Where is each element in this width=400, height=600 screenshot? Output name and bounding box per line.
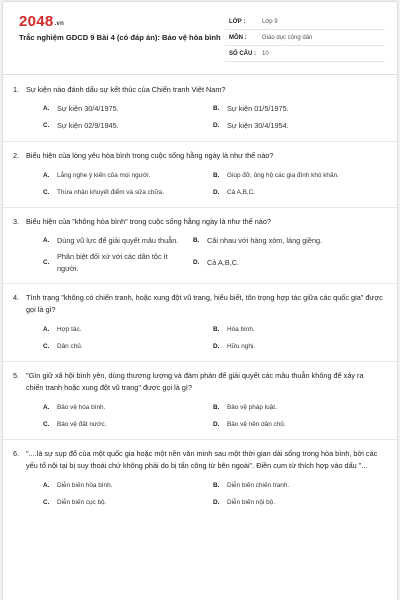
question-text: Tình trạng "không có chiến tranh, hoặc xung đột vũ trang, hiểu biết, tôn trọng hợp tác giữa các quốc gia" được gọi là gì? bbox=[26, 293, 383, 314]
meta-value: Lớp 9 bbox=[262, 18, 278, 25]
option-letter: C. bbox=[43, 122, 50, 129]
option-b[interactable] bbox=[213, 478, 383, 492]
option-letter: A. bbox=[43, 325, 50, 333]
page-title: Trắc nghiệm GDCD 9 Bài 4 (có đáp án): Bảo vệ hòa bình bbox=[19, 33, 221, 42]
option-d[interactable] bbox=[213, 495, 383, 509]
option-a[interactable] bbox=[43, 102, 213, 116]
option-d[interactable] bbox=[213, 185, 383, 199]
option-a[interactable] bbox=[43, 322, 213, 336]
option-text: Sự kiện 30/4/1975. bbox=[57, 104, 119, 113]
logo-sub: .vn bbox=[54, 21, 65, 27]
question-list bbox=[3, 76, 397, 517]
question-4 bbox=[3, 284, 397, 362]
option-letter: A. bbox=[43, 171, 50, 179]
option-b[interactable] bbox=[193, 234, 383, 248]
option-letter: A. bbox=[43, 481, 50, 489]
question-5 bbox=[3, 362, 397, 440]
option-a[interactable] bbox=[43, 168, 213, 182]
question-number: 6. bbox=[13, 449, 20, 458]
option-text: Thừa nhận khuyết điểm và sửa chữa. bbox=[57, 188, 164, 196]
question-text: Biểu hiện của "không hòa bình" trong cuộc sống hằng ngày là như thế nào? bbox=[26, 217, 271, 226]
option-text: Sự kiện 30/4/1954. bbox=[227, 121, 289, 130]
option-text: Hữu nghị. bbox=[227, 342, 256, 350]
question-number: 2. bbox=[13, 151, 20, 160]
option-text: Dùng vũ lực để giải quyết mâu thuẫn. bbox=[57, 236, 179, 245]
option-text: Sự kiện 01/5/1975. bbox=[227, 104, 289, 113]
question-1 bbox=[3, 76, 397, 142]
option-text: Hòa bình. bbox=[227, 325, 255, 333]
option-letter: B. bbox=[213, 325, 220, 333]
meta-label: LỚP : bbox=[229, 18, 246, 25]
site-logo[interactable] bbox=[19, 13, 64, 30]
option-c[interactable] bbox=[43, 251, 193, 275]
option-a[interactable] bbox=[43, 400, 213, 414]
option-text: Sự kiện 02/9/1945. bbox=[57, 121, 119, 130]
option-d[interactable] bbox=[213, 339, 383, 353]
option-text: Phân biệt đối xử với các dân tộc ít người. bbox=[57, 252, 168, 273]
option-b[interactable] bbox=[213, 102, 383, 116]
option-letter: B. bbox=[213, 105, 220, 112]
meta-label: MÔN : bbox=[229, 34, 247, 41]
option-text: Cãi nhau với hàng xóm, láng giềng. bbox=[207, 236, 323, 245]
header bbox=[3, 2, 397, 76]
option-a[interactable] bbox=[43, 234, 193, 248]
header-divider bbox=[3, 74, 397, 75]
option-c[interactable] bbox=[43, 185, 213, 199]
option-c[interactable] bbox=[43, 119, 213, 133]
option-text: Bảo vệ pháp luật. bbox=[227, 403, 277, 411]
option-letter: A. bbox=[43, 403, 50, 411]
option-letter: C. bbox=[43, 259, 50, 266]
option-text: Bảo vệ hòa bình. bbox=[57, 403, 106, 411]
question-text: Biểu hiện của lòng yêu hòa bình trong cuộc sống hằng ngày là như thế nào? bbox=[26, 151, 274, 160]
question-number: 3. bbox=[13, 217, 20, 226]
meta-row-class bbox=[225, 14, 385, 30]
option-letter: C. bbox=[43, 342, 50, 350]
meta-row-subject bbox=[225, 30, 385, 46]
option-text: Dân chủ. bbox=[57, 342, 83, 350]
option-letter: C. bbox=[43, 498, 50, 506]
option-c[interactable] bbox=[43, 495, 213, 509]
option-text: Bảo vệ đất nước. bbox=[57, 420, 107, 428]
option-text: Lắng nghe ý kiến của mọi người. bbox=[57, 171, 151, 179]
logo-main: 2048 bbox=[19, 13, 54, 30]
option-letter: D. bbox=[193, 259, 200, 266]
question-6 bbox=[3, 440, 397, 517]
question-3 bbox=[3, 208, 397, 284]
option-text: Diễn biến cục bộ. bbox=[57, 498, 107, 506]
option-letter: B. bbox=[213, 403, 220, 411]
option-letter: C. bbox=[43, 420, 50, 428]
question-text: Sự kiện nào đánh dấu sự kết thúc của Chiến tranh Việt Nam? bbox=[26, 85, 226, 94]
option-d[interactable] bbox=[213, 119, 383, 133]
question-text: "Gìn giữ xã hội bình yên, dùng thương lượng và đàm phán để giải quyết các mâu thuẫn không để xảy ra chiến tranh hoặc xung đột vũ trang" được gọi là gì? bbox=[26, 371, 364, 392]
meta-label: SỐ CÂU : bbox=[229, 50, 256, 57]
option-letter: D. bbox=[213, 342, 220, 350]
option-letter: B. bbox=[193, 237, 200, 244]
option-text: Hợp tác. bbox=[57, 325, 82, 333]
option-b[interactable] bbox=[213, 322, 383, 336]
option-letter: D. bbox=[213, 498, 220, 506]
option-letter: D. bbox=[213, 420, 220, 428]
option-text: Diễn biến chiến tranh. bbox=[227, 481, 290, 489]
meta-table bbox=[225, 14, 385, 62]
option-d[interactable] bbox=[213, 417, 383, 431]
option-text: Diễn biến nội bộ. bbox=[227, 498, 275, 506]
option-letter: B. bbox=[213, 171, 220, 179]
option-text: Cả A,B,C. bbox=[207, 258, 240, 267]
option-c[interactable] bbox=[43, 339, 213, 353]
option-letter: D. bbox=[213, 122, 220, 129]
question-2 bbox=[3, 142, 397, 208]
option-text: Cả A,B,C. bbox=[227, 188, 256, 196]
option-letter: D. bbox=[213, 188, 220, 196]
option-d[interactable] bbox=[193, 251, 383, 275]
option-text: Giúp đỡ, ủng hộ các gia đình khó khăn. bbox=[227, 171, 339, 179]
option-letter: C. bbox=[43, 188, 50, 196]
option-a[interactable] bbox=[43, 478, 213, 492]
option-letter: A. bbox=[43, 237, 50, 244]
option-b[interactable] bbox=[213, 400, 383, 414]
option-b[interactable] bbox=[213, 168, 383, 182]
document-page bbox=[3, 2, 397, 600]
option-text: Bảo vệ nền dân chủ. bbox=[227, 420, 286, 428]
option-letter: B. bbox=[213, 481, 220, 489]
meta-value: Giáo dục công dân bbox=[262, 34, 313, 41]
meta-row-count bbox=[225, 46, 385, 62]
meta-value: 10 bbox=[262, 50, 269, 57]
option-c[interactable] bbox=[43, 417, 213, 431]
question-number: 1. bbox=[13, 85, 20, 94]
option-letter: A. bbox=[43, 105, 50, 112]
question-text: "....là sự sụp đổ của một quốc gia hoặc một nền văn minh sau một thời gian dài sống trong hòa bình, bởi các yếu tố nội tại bị suy thoái chứ không phải do bị tấn công từ bên ngoài". Điền cụm từ thích hợp vào dấu "... bbox=[26, 449, 378, 470]
option-text: Diễn biến hòa bình. bbox=[57, 481, 113, 489]
question-number: 5. bbox=[13, 371, 20, 380]
question-number: 4. bbox=[13, 293, 20, 302]
